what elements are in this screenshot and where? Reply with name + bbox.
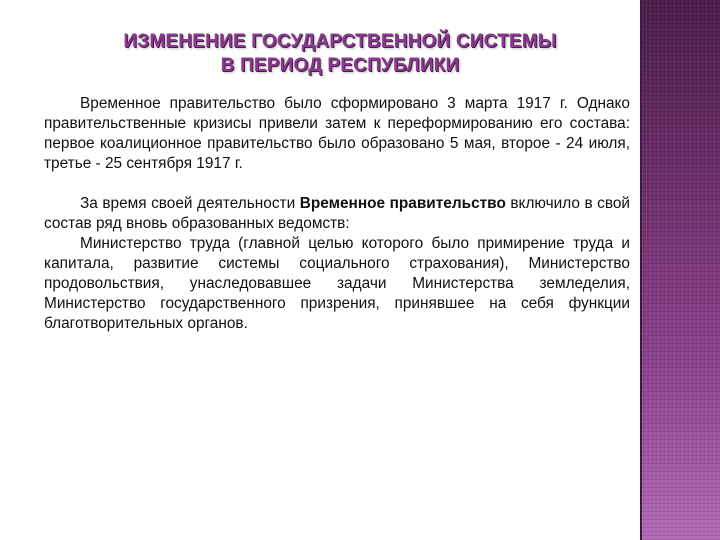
- slide-title: [60, 30, 620, 78]
- paragraph-3: Министерство труда (главной целью которого было примирение труда и капитала, развитие системы социального страхования), Министерство продовольствия, унаследовавшее задачи Министерства земледелия, Министерство государственного призрения, принявшее на себя функции благотворительных органов.: [44, 235, 630, 332]
- paragraph-2: [44, 194, 630, 234]
- paragraph-2-start: За время своей деятельности: [80, 195, 300, 212]
- title-line-2: В ПЕРИОД РЕСПУБЛИКИ: [220, 55, 460, 76]
- slide-body: [44, 94, 630, 334]
- paragraph-2-end: включило в свой состав ряд вновь образованных ведомств:: [44, 195, 630, 232]
- paragraph-1: Временное правительство было сформировано 3 марта 1917 г. Однако правительственные кризисы привели затем к переформированию его состава: первое коалиционное правительство было образовано 5 мая, второе - 24 июля, третье - 25 сентября 1917 г.: [44, 95, 630, 172]
- title-line-1: ИЗМЕНЕНИЕ ГОСУДАРСТВЕННОЙ СИСТЕМЫ: [123, 31, 557, 52]
- paragraph-2-bold: Временное правительство: [299, 195, 506, 212]
- decorative-side-bar: [640, 0, 720, 540]
- paragraph-gap: [44, 174, 630, 194]
